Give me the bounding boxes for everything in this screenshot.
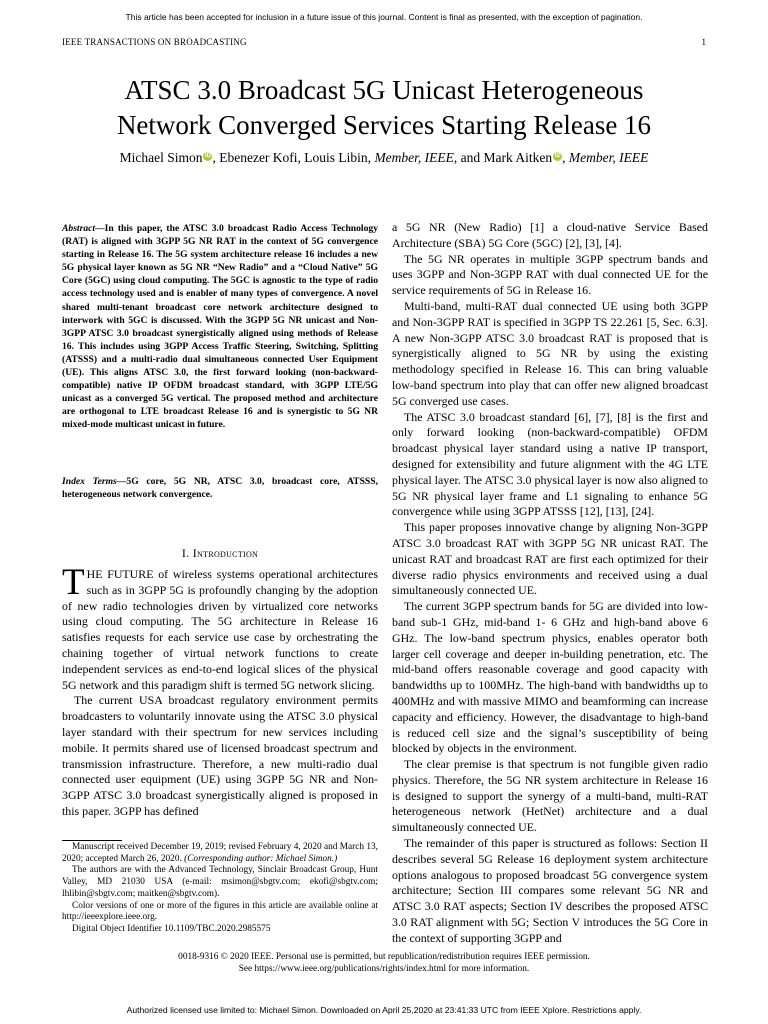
paragraph: The clear premise is that spectrum is not fungible given radio physics. Therefore, the 5G NR system architecture in Release 16 is designed to support the synergy of a multi-band, multi-RAT heterogeneous network (HetNet) architecture and a dual simultaneously connected UE. [392,757,708,835]
drop-cap: T [62,562,85,603]
abstract-label: Abstract [62,223,96,234]
paragraph: The ATSC 3.0 broadcast standard [6], [7], [8] is the first and only forward looking (non-backward-compatible) OFDM broadcast physical layer standard using a native IP transport, designed for extensibility and future alignment with the 4G LTE physical layer. The ATSC 3.0 physical layer is now also aligned to 5G NR physical layer frame and L1 signaling to enhance 5G convergence while using 3GPP ATSSS [12], [13], [24]. [392,409,708,519]
copyright-notice [0,952,768,975]
author-name: , and Mark Aitken [453,150,553,165]
orcid-icon[interactable]: iD [204,153,211,159]
rights-link[interactable]: See https://www.ieee.org/publications/rights/index.html for more information. [238,963,530,974]
abstract [62,222,378,432]
index-terms-text: —5G core, 5G NR, ATSC 3.0, broadcast core, ATSSS, heterogeneous network convergence. [62,476,378,501]
paper-title [40,73,728,143]
author-list: Michael Simon iD , Ebenezer Kofi, Louis Libin, Member, IEEE, and Mark Aitken iD , Member, IEEE [119,150,649,165]
introduction-body [62,562,378,820]
abstract-text: —In this paper, the ATSC 3.0 broadcast Radio Access Technology (RAT) is aligned with 3GPP 5G NR RAT in the context of 5G convergence starting in Release 16. The 5G system architecture release 16 includes a new 5G physical layer known as 5G NR “New Radio” and a “Cloud Native” 5G Core (5GC) using cloud computing. The 5GC is agnostic to the type of radio access technology used and is enabler of many types of convergence. A novel shared multi-tenant broadcast core network architecture designed to interwork with 5GC is discussed. With the 3GPP 5G NR unicast and Non-3GPP ATSC 3.0 broadcast synergistically aligned using methods of Release 16. This includes using 3GPP Access Traffic Steering, Switching, Splitting (ATSSS) and a multi-radio dual simultaneous connected User Equipment (UE). This aligns ATSC 3.0, the first forward looking (non-backward-compatible) native IP OFDM broadcast standard, with 3GPP LTE/5G unicast as a converged 5G vertical. The proposed method and architecture are orthogonal to LTE broadcast Release 16 and is synergistic to 5G NR mixed-mode multicast unicast in future. [62,223,378,431]
paragraph: THE FUTURE of wireless systems operational architectures such as in 3GPP 5G is profoundly changing by the adoption of new radio technologies driven by virtualized core networks using cloud computing. The 5G architecture in Release 16 satisfies requests for each service use case by orchestrating the chaining together of virtual network functions to create independent services as end-to-end logical slices of the physical 5G network and this paradigm shift is termed 5G network slicing. [62,562,378,692]
copyright-line: 0018-9316 © 2020 IEEE. Personal use is permitted, but republication/redistribution requires IEEE permission. [178,952,590,962]
paragraph: The current 3GPP spectrum bands for 5G are divided into low-band sub-1 GHz, mid-band 1- 6 GHz and high-band above 6 GHz. The low-band spectrum physics, enables operator both larger cell coverage and deeper in-building penetration, etc. The mid-band offers reasonable coverage and good capacity with bandwidths up to 100MHz. The high-band with bandwidths up to 400MHz and with massive MIMO and beamforming can increase capacity and efficiency. However, the disadvantage to high-band is reduced cell size and the signal’s susceptibility of being blocked by objects in the environment. [392,599,708,756]
section-heading: I. Introduction [181,546,259,560]
footnote-divider [62,840,122,841]
author-role: Member, IEEE [374,150,454,165]
author-names: , Ebenezer Kofi, Louis Libin, [212,150,375,165]
footnote-affiliation: The authors are with the Advanced Technology, Sinclair Broadcast Group, Hunt Valley, MD 21030 USA (e-mail: msimon@sbgtv.com; ekofi@sbgtv.com; lhlibin@sbgtv.com; maitken@sbgtv.com). [62,865,378,899]
index-terms [62,475,378,501]
footnote-manuscript: Manuscript received December 19, 2019; revised February 4, 2020 and March 13, 2020; accepted March 26, 2020. (Corresponding author: Michael Simon.) [62,842,378,864]
author-name: Michael Simon [119,150,203,165]
paragraph: The remainder of this paper is structured as follows: Section II describes several 5G Release 16 deployment system architecture options analogous to proposed broadcast 5G convergence system architecture; Section III compares some relevant 5G NR and ATSC 3.0 RAT aspects; Section IV describes the proposed ATSC 3.0 RAT alignment with 5G; Section V introduces the 5G Core in the context of supporting 3GPP and [392,836,708,945]
paragraph: This paper proposes innovative change by aligning Non-3GPP ATSC 3.0 broadcast RAT with 3GPP 5G NR unicast RAT. The unicast RAT and broadcast RAT are first each optimized for their diverse radio physics environments and received using a dual simultaneously connected UE. [392,520,708,598]
paragraph: The current USA broadcast regulatory environment permits broadcasters to voluntarily innovate using the ATSC 3.0 physical layer standard with their spectrum for new services including mobile. It permits shared use of licensed broadcast spectrum and transmission infrastructure. Therefore, a new multi-radio dual connected user equipment (UE) using 3GPP 5G NR and Non-3GPP ATSC 3.0 broadcast synergistically aligned is proposed in this paper. 3GPP has defined [62,693,378,818]
acceptance-notice: This article has been accepted for inclusion in a future issue of this journal. Content is final as presented, with the exception of pagination. [125,12,643,22]
index-terms-label: Index Terms [62,476,117,487]
title-line-1: ATSC 3.0 Broadcast 5G Unicast Heterogeneous [124,75,644,105]
paragraph: The 5G NR operates in multiple 3GPP spectrum bands and uses 3GPP and Non-3GPP RAT with dual connected UE for the service requirements of 5G in Release 16. [392,251,708,298]
right-column-body [392,220,708,947]
paragraph: a 5G NR (New Radio) [1] a cloud-native Service Based Architecture (SBA) 5G Core (5GC) [2], [3], [4]. [392,220,708,250]
orcid-icon[interactable]: iD [554,153,561,159]
footnote-doi: Digital Object Identifier 10.1109/TBC.2020.2985575 [72,923,271,934]
page-number: 1 [701,37,706,47]
author-role: Member, IEEE [568,150,649,165]
journal-header: IEEE TRANSACTIONS ON BROADCASTING [62,37,247,47]
footnotes [62,842,378,936]
license-notice: Authorized licensed use limited to: Michael Simon. Downloaded on April 25,2020 at 23:41:33 UTC from IEEE Xplore. Restrictions apply. [126,1005,642,1015]
paragraph: Multi-band, multi-RAT dual connected UE using both 3GPP and Non-3GPP RAT is specified in 3GPP TS 22.261 [5, Sec. 6.3]. A new Non-3GPP ATSC 3.0 broadcast RAT is proposed that is synergistically aligned to 5G NR by using the existing methodology specified in Release 16. This can bring valuable low-band spectrum into play that can offer new aligned broadcast 5G converged use cases. [392,298,708,408]
title-line-2: Network Converged Services Starting Release 16 [116,110,652,140]
footnote-color: Color versions of one or more of the figures in this article are available online at http://ieeexplore.ieee.org. [62,900,378,923]
